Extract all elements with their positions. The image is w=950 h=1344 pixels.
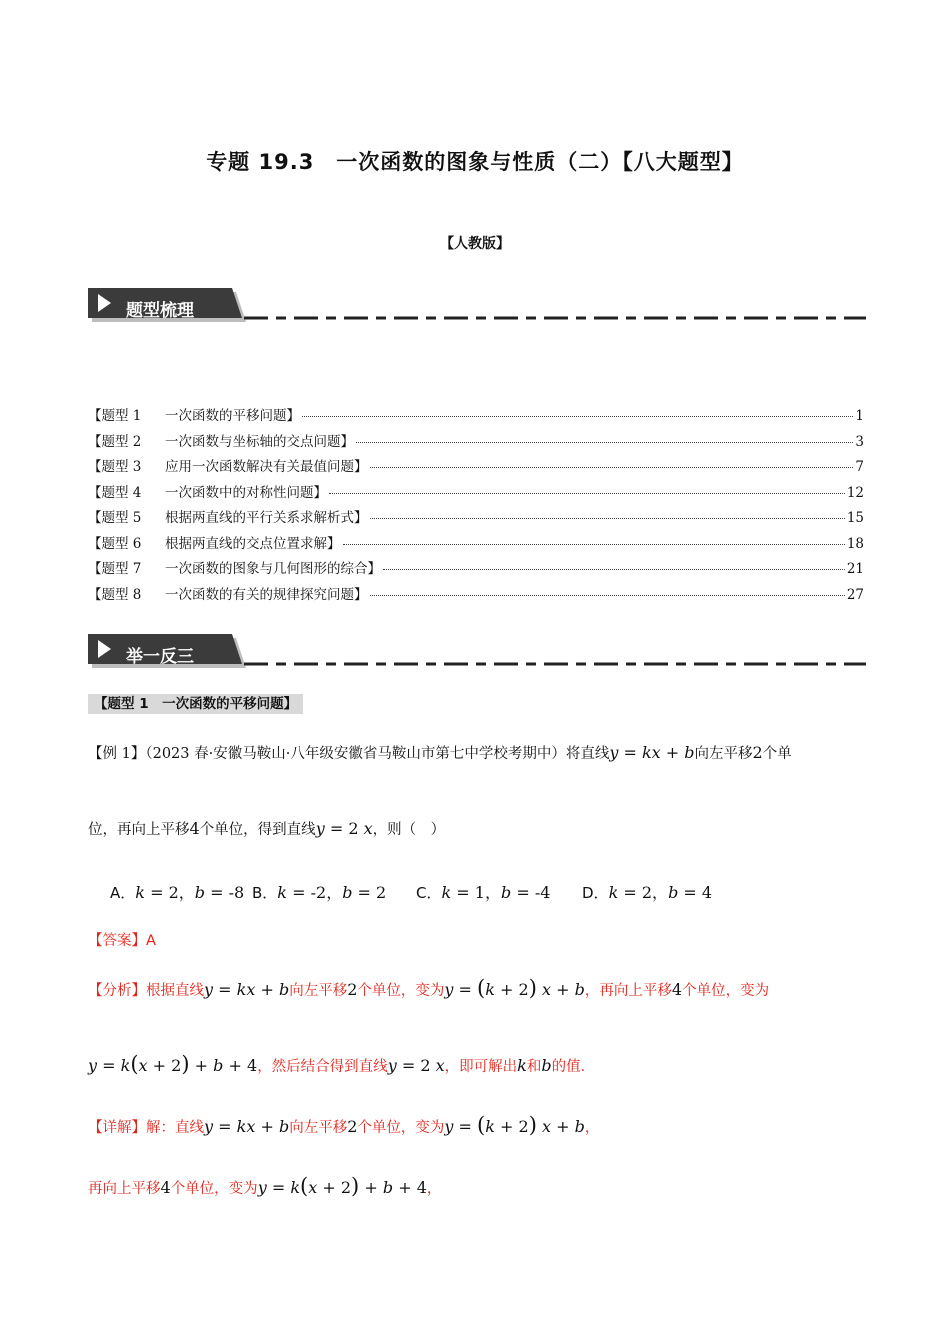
toc-name: 一次函数中的对称性问题】 — [165, 484, 327, 501]
edition-label: 【人教版】 — [440, 236, 510, 252]
toc-leader — [343, 544, 845, 545]
option-d[interactable]: D．k = 2，b = 4 — [582, 883, 713, 902]
toc-leader — [370, 595, 845, 596]
answer — [88, 929, 156, 950]
toc-leader — [383, 569, 845, 570]
example-line-1: 【例 1】（2023 春·安徽马鞍山·八年级安徽省马鞍山市第七中学校考期中）将直线y = kx + b向左平移2个单 — [88, 743, 792, 762]
toc-key: 【题型 4 — [88, 484, 142, 501]
example-source: （2023 春·安徽马鞍山·八年级安徽省马鞍山市第七中学校考期中）将直线 — [145, 746, 610, 762]
toc-name: 根据两直线的交点位置求解】 — [165, 535, 341, 552]
analysis-label: 【分析】 — [88, 983, 146, 999]
example-line-2: 位，再向上平移4个单位，得到直线y = 2 x，则（ ） — [88, 819, 446, 838]
toc-row[interactable] — [88, 532, 864, 558]
equation: y = 2 x — [315, 819, 373, 838]
toc-leader — [370, 467, 854, 468]
toc-name: 一次函数的平移问题】 — [165, 408, 300, 424]
detail-line-1: 【详解】解：直线y = kx + b向左平移2个单位，变为y = (k + 2) x + b， — [88, 1113, 600, 1137]
toc-key: 【题型 5 — [88, 510, 142, 526]
play-icon — [98, 640, 111, 658]
detail-label: 【详解】 — [88, 1120, 146, 1136]
option-c[interactable]: C．k = 1，b = -4 — [416, 883, 551, 902]
toc-key: 【题型 6 — [88, 535, 142, 552]
equation: y = (k + 2) x + b — [444, 976, 585, 1000]
toc-row[interactable] — [88, 583, 864, 609]
answer-label: 【答案】 — [88, 933, 146, 949]
toc-row[interactable] — [88, 404, 864, 430]
toc-page: 7 — [855, 459, 864, 475]
detail-line-2: 再向上平移4个单位，变为y = k(x + 2) + b + 4， — [88, 1174, 442, 1198]
toc-row[interactable] — [88, 481, 864, 507]
toc-leader — [329, 493, 845, 494]
analysis-line-1: 【分析】根据直线y = kx + b向左平移2个单位，变为y = (k + 2) x + b，再向上平移4个单位，变为 — [88, 976, 770, 1000]
toc-key: 【题型 3 — [88, 459, 142, 475]
toc-name: 应用一次函数解决有关最值问题】 — [165, 459, 368, 475]
toc-row[interactable] — [88, 430, 864, 456]
toc-banner — [88, 288, 866, 332]
toc-name: 一次函数与坐标轴的交点问题】 — [165, 433, 354, 450]
toc-page: 12 — [846, 484, 864, 501]
section-heading: 【题型 1 一次函数的平移问题】 — [88, 694, 303, 714]
equation: y = kx + b — [204, 980, 290, 999]
toc-page: 18 — [846, 535, 864, 552]
table-of-contents — [88, 404, 864, 608]
option-b[interactable]: B．k = -2，b = 2 — [252, 883, 387, 902]
toc-row[interactable] — [88, 557, 864, 583]
practice-banner — [88, 634, 866, 678]
equation: y = kx + b — [204, 1117, 290, 1136]
toc-leader — [356, 442, 853, 443]
answer-value: A — [146, 933, 156, 949]
toc-name: 根据两直线的平行关系求解析式】 — [165, 510, 368, 526]
toc-leader — [370, 518, 845, 519]
equation: y = k(x + 2) + b + 4 — [88, 1052, 258, 1076]
play-icon — [98, 294, 111, 312]
toc-key: 【题型 8 — [88, 586, 142, 603]
banner-label: 举一反三 — [126, 647, 194, 667]
toc-page: 1 — [855, 408, 864, 424]
banner-decoration — [88, 634, 866, 678]
page-title: 专题 19.3 一次函数的图象与性质（二）【八大题型】 — [206, 150, 744, 174]
banner-decoration — [88, 288, 866, 332]
toc-row[interactable] — [88, 455, 864, 481]
equation: y = kx + b — [609, 743, 695, 762]
equation: y = k(x + 2) + b + 4 — [257, 1174, 427, 1198]
toc-page: 21 — [846, 561, 864, 577]
toc-key: 【题型 2 — [88, 433, 142, 450]
example-label: 【例 1】 — [88, 746, 146, 762]
analysis-line-2: y = k(x + 2) + b + 4，然后结合得到直线y = 2 x，即可解出k和b的值． — [88, 1052, 596, 1076]
toc-name: 一次函数的图象与几何图形的综合】 — [165, 561, 381, 577]
toc-name: 一次函数的有关的规律探究问题】 — [165, 586, 368, 603]
equation: y = (k + 2) x + b — [444, 1113, 585, 1137]
toc-row[interactable] — [88, 506, 864, 532]
toc-page: 27 — [846, 586, 864, 603]
banner-label: 题型梳理 — [126, 301, 194, 321]
option-a[interactable]: A．k = 2，b = -8 — [110, 883, 245, 902]
toc-page: 15 — [846, 510, 864, 526]
toc-leader — [302, 416, 853, 417]
toc-key: 【题型 1 — [88, 408, 142, 424]
toc-page: 3 — [855, 433, 864, 450]
equation: y = 2 x — [387, 1056, 445, 1075]
toc-key: 【题型 7 — [88, 561, 142, 577]
